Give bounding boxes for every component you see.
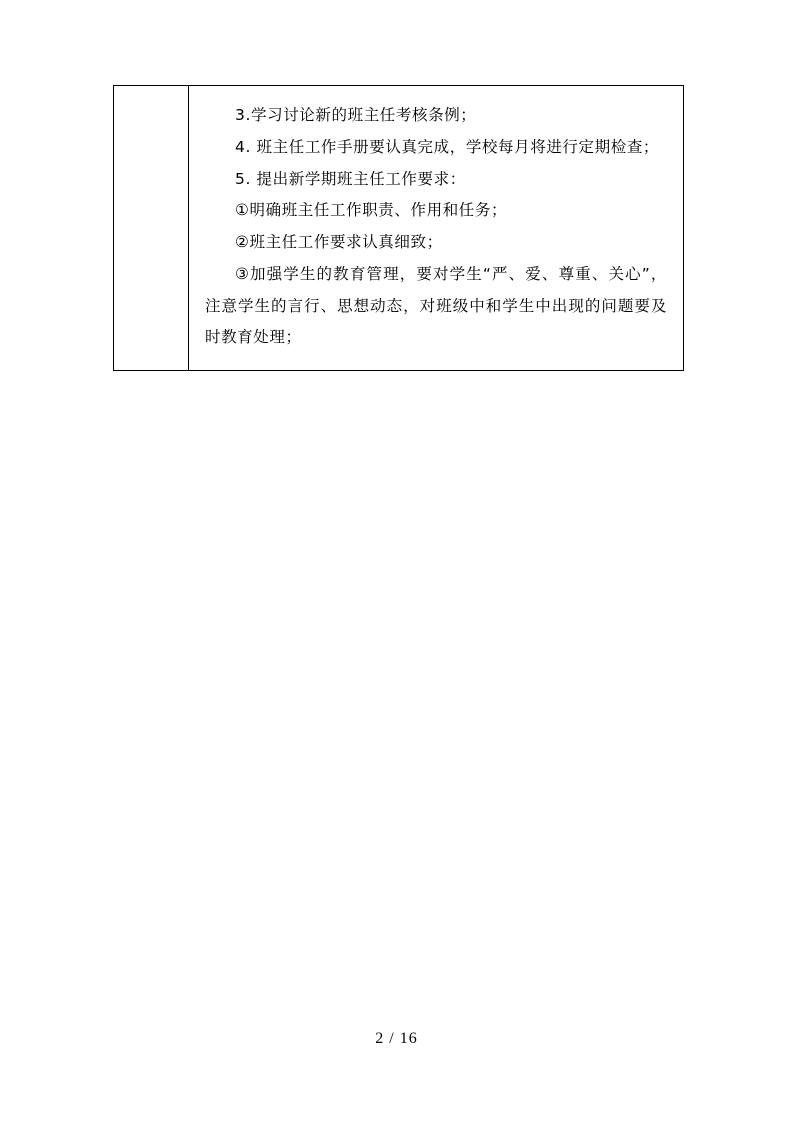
paragraph-item-5: 5. 提出新学期班主任工作要求： bbox=[235, 169, 466, 188]
paragraph-item-3: 3.学习讨论新的班主任考核条例； bbox=[235, 106, 477, 124]
table-label-cell bbox=[114, 86, 189, 371]
paragraph-sub-item-3: ③加强学生的教育管理，要对学生“严、爱、尊重、关心”，注意学生的言行、思想动态，对班级中和学生中出现的问题要及时教育处理； bbox=[205, 264, 667, 347]
content-body bbox=[189, 86, 683, 370]
page-number: 2 / 16 bbox=[375, 1030, 418, 1047]
paragraph-sub-item-1: ①明确班主任工作职责、作用和任务； bbox=[235, 201, 508, 220]
paragraph-sub-item-2: ②班主任工作要求认真细致； bbox=[235, 233, 443, 252]
table-content-cell bbox=[189, 86, 684, 371]
paragraph-item-4: 4. 班主任工作手册要认真完成，学校每月将进行定期检查； bbox=[235, 137, 660, 156]
content-table bbox=[113, 85, 684, 371]
table-row bbox=[114, 86, 684, 371]
table-label-text bbox=[114, 86, 188, 114]
page-footer bbox=[0, 1030, 793, 1048]
